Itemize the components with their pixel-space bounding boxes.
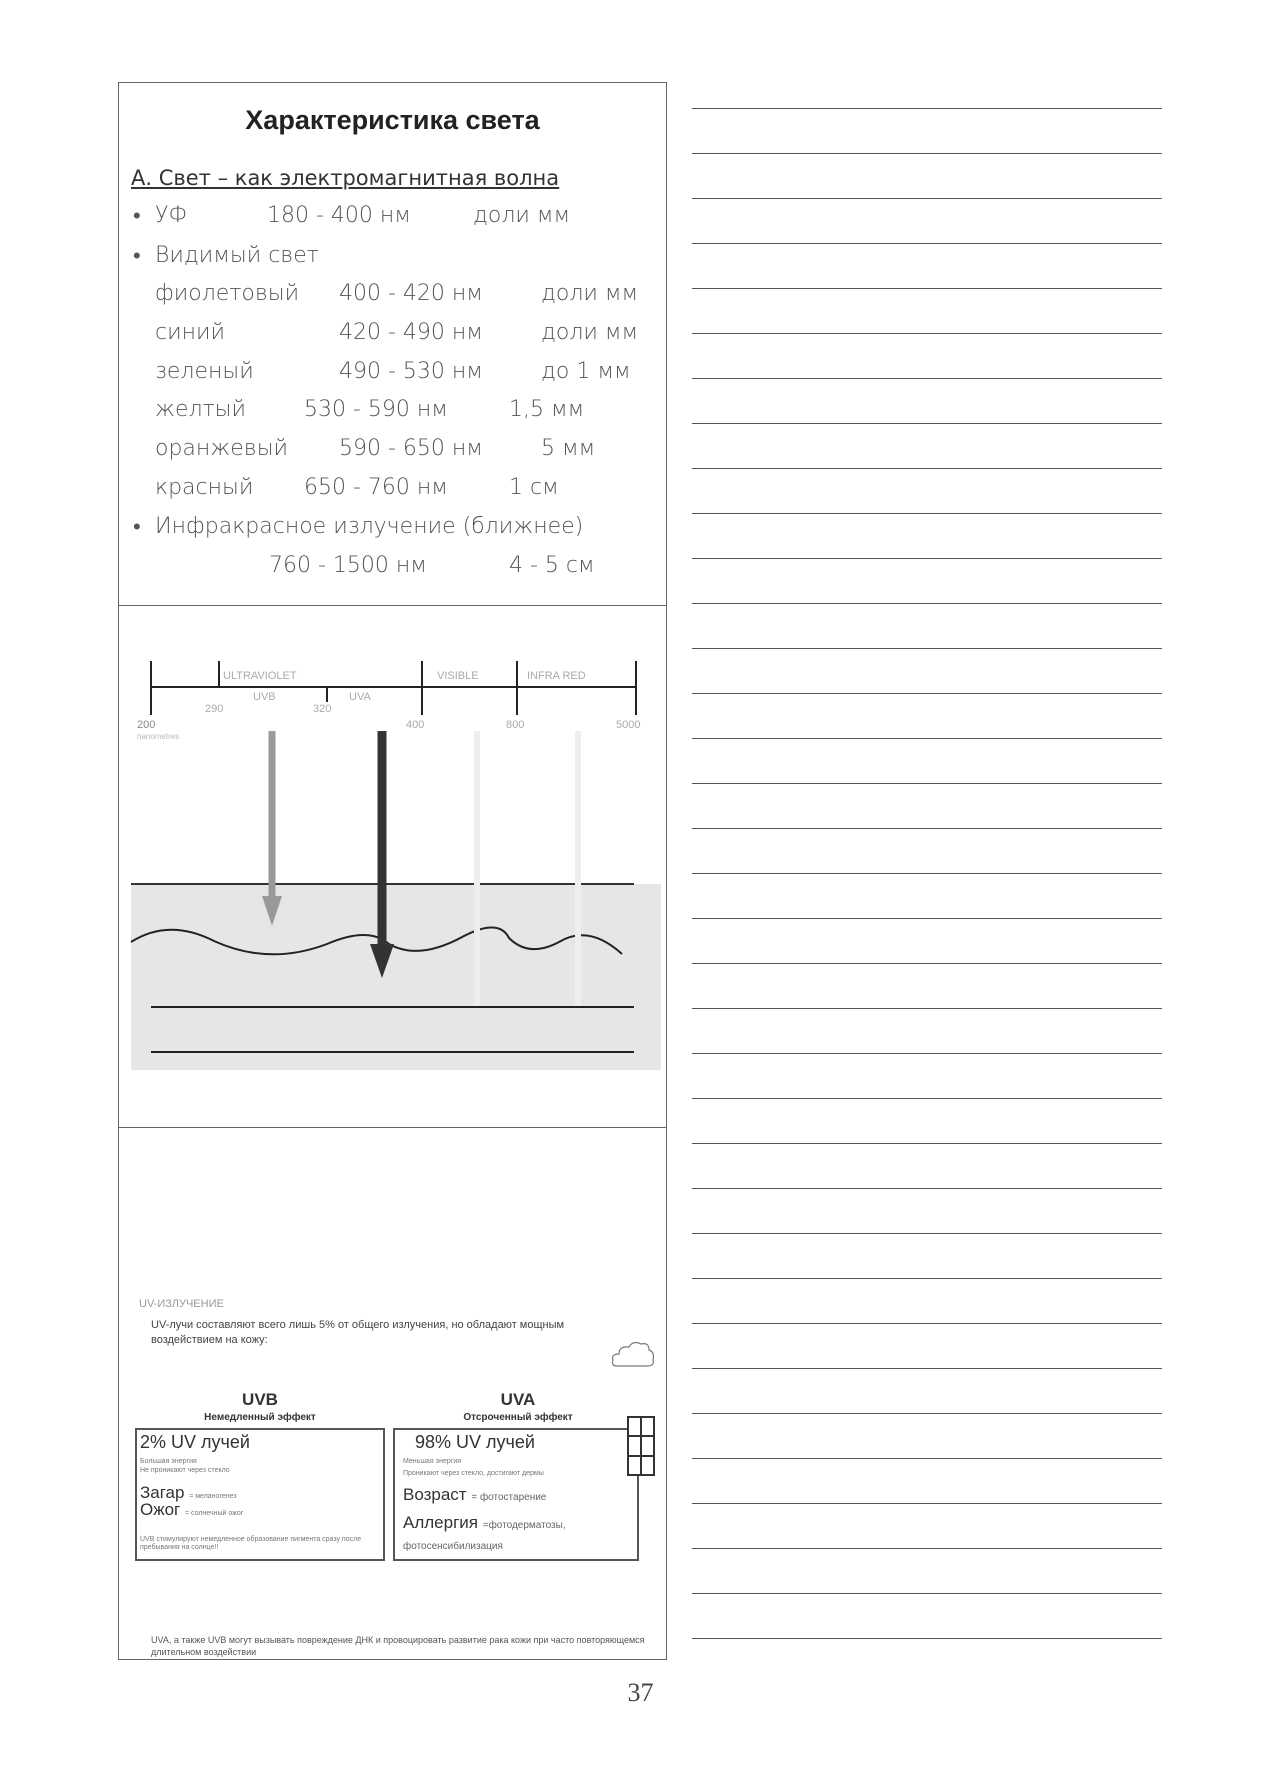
- bullet: •: [133, 515, 141, 540]
- note-line: [692, 558, 1162, 559]
- uva-age-label: Возраст: [403, 1485, 467, 1504]
- uvb-burn-note: = солнечный ожог: [185, 1510, 244, 1517]
- note-line: [692, 1008, 1162, 1009]
- uva-allergy: [403, 1514, 635, 1556]
- color-size: 5 мм: [541, 436, 596, 461]
- slide-uv-penetration-diagram: [119, 606, 666, 1128]
- uvb-tan-label: Загар: [140, 1483, 185, 1502]
- color-name: красный: [155, 475, 254, 500]
- note-line: [692, 513, 1162, 514]
- color-size: 1 см: [509, 475, 559, 500]
- note-line: [692, 1098, 1162, 1099]
- note-line: [692, 738, 1162, 739]
- slide-light-characteristics: [119, 83, 666, 606]
- color-range: 400 - 420 нм: [339, 281, 483, 306]
- color-name: синий: [155, 320, 225, 345]
- color-size: 1,5 мм: [509, 397, 585, 422]
- uvb-title: UVB: [242, 1390, 278, 1409]
- tick-label-290: 290: [205, 703, 224, 715]
- note-line: [692, 1053, 1162, 1054]
- note-line: [692, 1413, 1162, 1414]
- color-name: желтый: [155, 397, 246, 422]
- uvb-footer: UVB стимулируют немедленное образование пигмента сразу после пребывания на солнце!!: [140, 1536, 362, 1551]
- color-size: доли мм: [541, 320, 639, 345]
- uv-size: доли мм: [473, 203, 571, 228]
- ir-size: 4 - 5 см: [509, 553, 595, 578]
- note-line: [692, 1233, 1162, 1234]
- color-range: 530 - 590 нм: [304, 397, 448, 422]
- note-line: [692, 1548, 1162, 1549]
- note-line: [692, 288, 1162, 289]
- ir-label: Инфракрасное излучение (ближнее): [155, 514, 584, 539]
- note-line: [692, 963, 1162, 964]
- band-label-ultraviolet: ULTRAVIOLET: [223, 670, 297, 682]
- note-line: [692, 1503, 1162, 1504]
- tick-label-400: 400: [406, 719, 425, 731]
- uv-range: 180 - 400 нм: [267, 203, 411, 228]
- bottom-note: UVA, а также UVB могут вызывать повреждение ДНК и провоцировать развитие рака кожи при часто повторяющемся длительном воздействии: [151, 1635, 645, 1657]
- uvb-subtitle: Немедленный эффект: [204, 1412, 316, 1423]
- note-line: [692, 873, 1162, 874]
- uvb-burn: [140, 1500, 243, 1520]
- note-line: [692, 603, 1162, 604]
- tick-label-5000: 5000: [616, 719, 641, 731]
- uvb-burn-label: Ожог: [140, 1500, 181, 1519]
- tick-label-200: 200: [137, 719, 156, 731]
- slides-column: [118, 82, 667, 1660]
- uva-percent: 98% UV лучей: [415, 1432, 535, 1452]
- uva-allergy-note: =фотодерматозы, фотосенсибилизация: [403, 1520, 566, 1552]
- uva-title: UVA: [500, 1390, 536, 1409]
- band-label-infrared: INFRA RED: [527, 670, 586, 682]
- uvb-note-2: Не проникают через стекло: [140, 1467, 230, 1474]
- cloud-icon: [609, 1338, 657, 1374]
- tick-label-800: 800: [506, 719, 525, 731]
- color-name: фиолетовый: [155, 281, 300, 306]
- uvb-tan-note: = меланогенез: [189, 1493, 237, 1500]
- uva-note-2: Проникают через стекло, достигают дермы: [403, 1470, 544, 1477]
- color-size: доли мм: [541, 281, 639, 306]
- uva-age: [403, 1485, 546, 1505]
- note-line: [692, 1188, 1162, 1189]
- skin-layer: [131, 884, 661, 1070]
- note-line: [692, 333, 1162, 334]
- note-line: [692, 1593, 1162, 1594]
- visible-heading: Видимый свет: [155, 243, 319, 268]
- uva-allergy-label: Аллергия: [403, 1513, 478, 1532]
- note-line: [692, 828, 1162, 829]
- color-range: 650 - 760 нм: [304, 475, 448, 500]
- color-name: зеленый: [155, 359, 254, 384]
- color-size: до 1 мм: [541, 359, 631, 384]
- note-line: [692, 423, 1162, 424]
- band-label-visible: VISIBLE: [437, 670, 479, 682]
- intro-text: UV-лучи составляют всего лишь 5% от общего излучения, но обладают мощным воздействием на кожу:: [151, 1319, 565, 1346]
- tick-label-320: 320: [313, 703, 332, 715]
- penetration-diagram: [119, 606, 666, 1128]
- color-range: 590 - 650 нм: [339, 436, 483, 461]
- faint-heading: UV-ИЗЛУЧЕНИЕ: [139, 1298, 224, 1310]
- note-line: [692, 1143, 1162, 1144]
- note-line: [692, 918, 1162, 919]
- uvb-percent: 2% UV лучей: [140, 1432, 250, 1452]
- note-line: [692, 198, 1162, 199]
- uva-subtitle: Отсроченный эффект: [463, 1412, 573, 1423]
- slide-title: Характеристика света: [245, 105, 540, 135]
- note-line: [692, 1458, 1162, 1459]
- window-icon: [627, 1416, 655, 1476]
- note-line: [692, 1278, 1162, 1279]
- note-line: [692, 153, 1162, 154]
- note-line: [692, 1368, 1162, 1369]
- note-line: [692, 1638, 1162, 1639]
- note-line: [692, 648, 1162, 649]
- note-line: [692, 1323, 1162, 1324]
- color-name: оранжевый: [155, 436, 289, 461]
- uvb-box: [135, 1428, 385, 1561]
- uv-label: УФ: [155, 203, 188, 228]
- band-label-uvb: UVB: [253, 691, 276, 703]
- uva-age-note: = фотостарение: [471, 1492, 547, 1503]
- uva-note-1: Меньшая энергия: [403, 1458, 462, 1465]
- ir-range: 760 - 1500 нм: [269, 553, 427, 578]
- note-line: [692, 783, 1162, 784]
- slide-uvb-uva-effects: [119, 1128, 666, 1661]
- uva-box: [393, 1428, 639, 1561]
- note-line: [692, 378, 1162, 379]
- page-number: 37: [627, 1678, 654, 1707]
- band-label-uva: UVA: [349, 691, 371, 703]
- uvb-note-1: Большая энергия: [140, 1458, 197, 1465]
- slide-subtitle: А. Свет – как электромагнитная волна: [131, 166, 560, 190]
- bullet: •: [133, 244, 141, 269]
- color-range: 490 - 530 нм: [339, 359, 483, 384]
- note-line: [692, 468, 1162, 469]
- note-line: [692, 108, 1162, 109]
- bullet: •: [133, 204, 141, 229]
- color-range: 420 - 490 нм: [339, 320, 483, 345]
- unit-label: nanometres: [137, 732, 180, 741]
- note-line: [692, 693, 1162, 694]
- note-line: [692, 243, 1162, 244]
